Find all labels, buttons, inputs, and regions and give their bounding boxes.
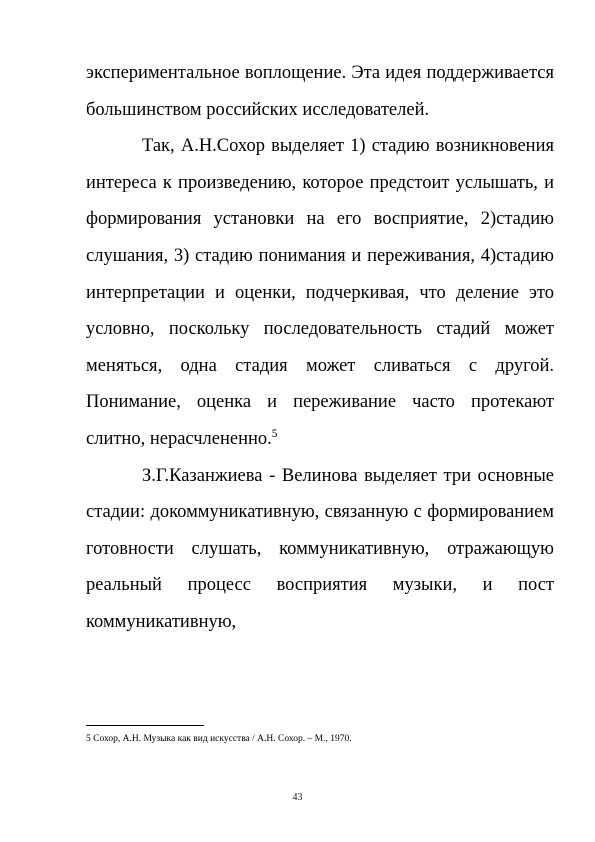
- paragraph-2: [86, 128, 554, 457]
- footnote-reference: 5: [271, 427, 278, 440]
- footnote-divider: [86, 725, 204, 726]
- body-text: [86, 55, 554, 641]
- footnote: 5 Сохор, А.Н. Музыка как вид искусства / А.Н. Сохор. – М., 1970.: [86, 734, 352, 744]
- paragraph-1: экспериментальное воплощение. Эта идея поддерживается большинством российских исследователей.: [86, 63, 554, 120]
- page-number: 43: [292, 792, 303, 803]
- paragraph-3: З.Г.Казанжиева - Велинова выделяет три основные стадии: докоммуникативную, связанную с формированием готовности слушать, коммуникативную, отражающую реальный процесс восприятия музыки, и пост коммуникативную,: [86, 465, 554, 632]
- paragraph-2-text: Так, А.Н.Сохор выделяет 1) стадию возникновения интереса к произведению, которое предстоит услышать, и формирования установки на его восприятие, 2)стадию слушания, 3) стадию понимания и переживания, 4)стадию интерпретации и оценки, подчеркивая, что деление это условно, поскольку последовательность стадий может меняться, одна стадия может сливаться с другой. Понимание, оценка и переживание часто протекают слитно, нерасчлененно.: [86, 136, 554, 449]
